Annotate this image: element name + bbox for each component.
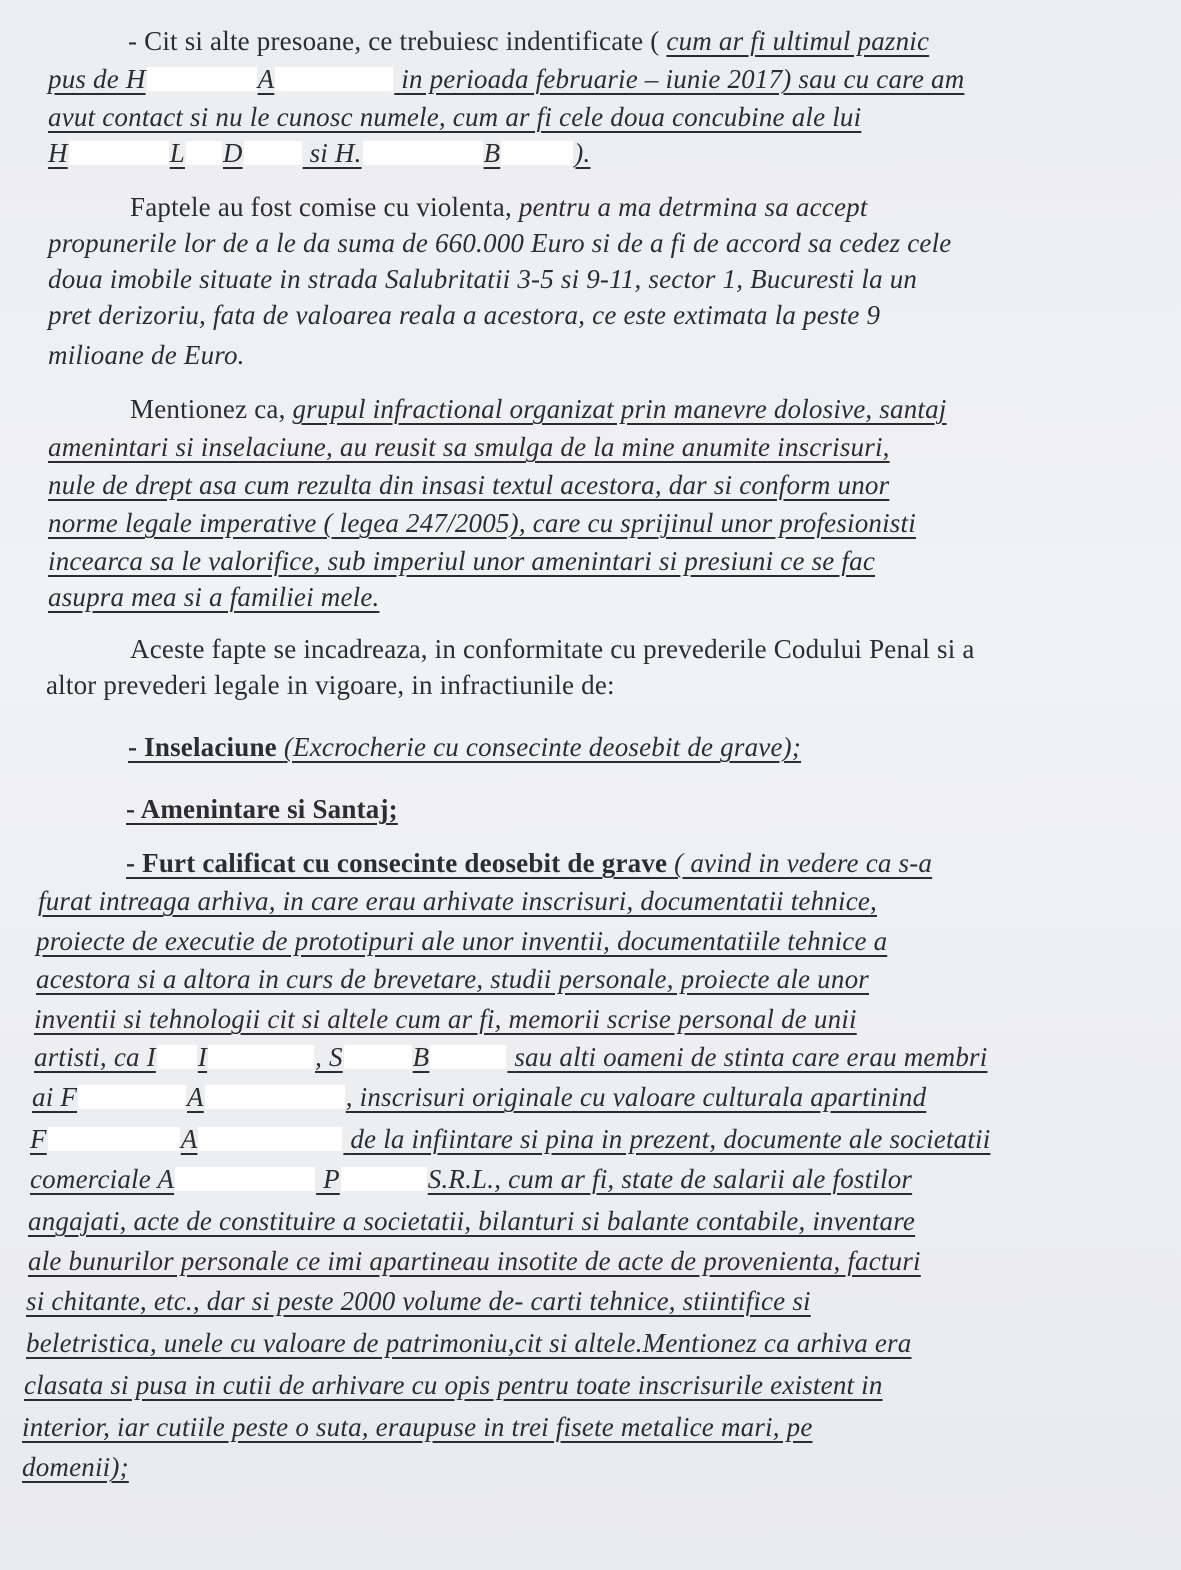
offense-title: - Inselaciune [128, 732, 284, 762]
offense-detail: ( avind in vedere ca s-a [674, 848, 933, 878]
group-line-4: norme legale imperative ( legea 247/2005), care cu sprijinul unor profesionisti [48, 508, 916, 538]
underlined-text: grupul infractional organizat prin manevre dolosive, santaj [292, 394, 947, 424]
text: si H. [309, 138, 362, 168]
offense-3-line-15: interior, iar cutiile peste o suta, eraupuse in trei fisete metalice mari, pe [22, 1412, 813, 1442]
underlined-text: cum ar fi ultimul paznic [666, 26, 930, 56]
offense-3-line-11: ale bunurilor personale ce imi apartineau insotite de acte de provenienta, facturi [28, 1246, 921, 1276]
text: ai F [32, 1082, 78, 1112]
legal-line-2: altor prevederi legale in vigoare, in infractiunile de: [46, 670, 615, 700]
violence-line-4: pret derizoriu, fata de valoarea reala a acestora, ce este extimata la peste 9 [48, 300, 881, 330]
group-line-5: incearca sa le valorifice, sub imperiul unor amenintari si presiuni ce se fac [48, 546, 876, 576]
offense-detail: (Excrocherie cu consecinte deosebit de grave); [283, 732, 802, 762]
text: A [180, 1124, 198, 1154]
redaction-box [430, 1045, 506, 1069]
offense-3-line-8 [30, 1122, 990, 1156]
offense-3-line-14: clasata si pusa in cutii de arhivare cu opis pentru toate inscrisurile existent in [24, 1370, 883, 1400]
text: P [323, 1164, 340, 1194]
witness-line-1 [128, 24, 929, 58]
text: L [169, 138, 185, 168]
offense-title: - Furt calificat cu consecinte deosebit de grave [126, 848, 675, 878]
offense-3-line-6 [34, 1040, 987, 1074]
violence-line-3: doua imobile situate in strada Salubritatii 3-5 si 9-11, sector 1, Bucuresti la un [48, 264, 918, 294]
offense-3-line-3: proiecte de executie de prototipuri ale unor inventii, documentatiile tehnice a [36, 926, 888, 956]
redaction-box [147, 67, 257, 91]
redaction-box [275, 67, 393, 91]
offense-3-line-10: angajati, acte de constituire a societatii, bilanturi si balante contabile, inventare [28, 1206, 916, 1236]
redaction-box [363, 141, 483, 165]
text: A [187, 1082, 204, 1112]
redaction-box [78, 1085, 186, 1109]
redaction-box [341, 1167, 427, 1191]
legal-line-1: Aceste fapte se incadreaza, in conformitate cu prevederile Codului Penal si a [130, 634, 975, 664]
violence-line-1 [130, 190, 868, 224]
offense-3-line-13: beletristica, unele cu valoare de patrimoniu,cit si altele.Mentionez ca arhiva era [26, 1328, 912, 1358]
group-line-6: asupra mea si a familiei mele. [48, 582, 380, 612]
text: artisti, ca I [34, 1042, 156, 1072]
text: H [48, 138, 68, 168]
violence-line-2: propunerile lor de a le da suma de 660.000 Euro si de a fi de accord sa cedez cele [48, 228, 952, 258]
redaction-box [186, 141, 222, 165]
violence-line-5: milioane de Euro. [48, 340, 245, 370]
text: , inscrisuri originale cu valoare culturala apartinind [345, 1082, 927, 1112]
witness-line-4 [48, 136, 590, 170]
text: F [30, 1124, 47, 1154]
offense-3-line-16: domenii); [22, 1452, 129, 1482]
group-line-1 [130, 392, 947, 426]
offense-3-line-2: furat intreaga arhiva, in care erau arhivate inscrisuri, documentatii tehnice, [38, 886, 878, 916]
witness-line-2 [48, 62, 964, 96]
redaction-box [344, 1045, 412, 1069]
offense-2: - Amenintare si Santaj; [126, 794, 398, 824]
offense-3-line-4: acestora si a altora in curs de brevetare, studii personale, proiecte ale unor [36, 964, 869, 994]
offense-3-line-5: inventii si tehnologii cit si altele cum ar fi, memorii scrise personal de unii [34, 1004, 857, 1034]
text: de la infiintare si pina in prezent, documente ale societatii [350, 1124, 991, 1154]
witness-line-3: avut contact si nu le cunosc numele, cum ar fi cele doua concubine ale lui [48, 102, 862, 132]
text: , S [315, 1042, 343, 1072]
redaction-box [157, 1045, 197, 1069]
redaction-box [244, 141, 302, 165]
redaction-box [69, 141, 169, 165]
text: comerciale A [30, 1164, 175, 1194]
text: Faptele au fost comise cu violenta, [130, 192, 519, 222]
text: pus de H [48, 64, 146, 94]
offense-3-line-9 [30, 1162, 912, 1196]
text: D [222, 138, 243, 168]
text: S.R.L., cum ar fi, state de salarii ale fostilor [427, 1164, 913, 1194]
offense-3-line-12: si chitante, etc., dar si peste 2000 volume de- carti tehnice, stiintifice si [26, 1286, 811, 1316]
offense-3-line-7 [32, 1080, 926, 1114]
redaction-box [501, 141, 573, 165]
offense-1 [128, 730, 801, 764]
offense-3-line-1 [126, 846, 932, 880]
text: A [257, 64, 275, 94]
redaction-box [198, 1127, 342, 1151]
redaction-box [205, 1085, 345, 1109]
text: I [197, 1042, 208, 1072]
text: B [412, 1042, 430, 1072]
group-line-3: nule de drept asa cum rezulta din insasi textul acestora, dar si conform unor [48, 470, 890, 500]
redaction-box [175, 1167, 315, 1191]
redaction-box [208, 1045, 314, 1069]
group-line-2: amenintari si inselaciune, au reusit sa smulga de la mine anumite inscrisuri, [48, 432, 890, 462]
text: - Cit si alte presoane, ce trebuiesc indentificate ( [128, 26, 667, 56]
text: pentru a ma detrmina sa accept [518, 192, 868, 222]
text: B [483, 138, 501, 168]
redaction-box [48, 1127, 180, 1151]
text: sau alti oameni de stinta care erau membri [514, 1042, 988, 1072]
text: Mentionez ca, [130, 394, 293, 424]
text: in perioada februarie – iunie 2017) sau cu care am [401, 64, 965, 94]
text: ). [574, 138, 591, 168]
